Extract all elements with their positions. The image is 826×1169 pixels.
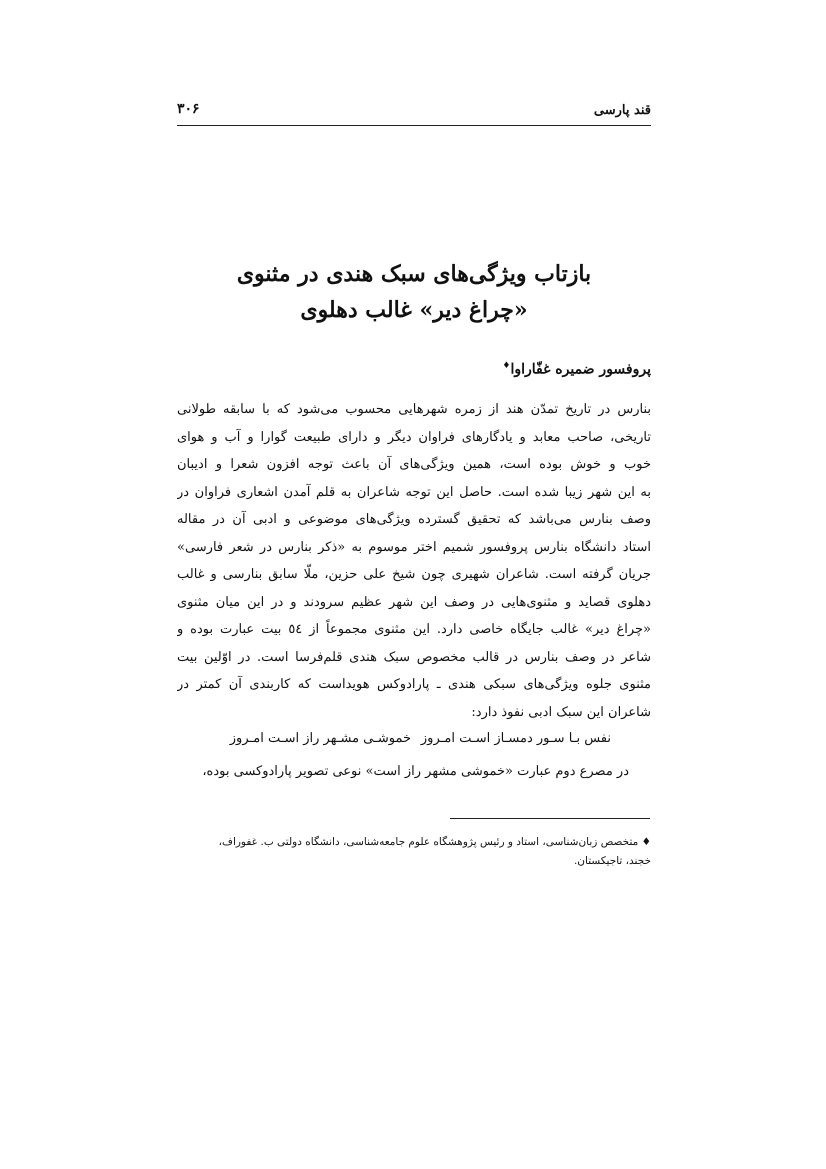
body-line: استاد دانشگاه بنارس پروفسور شمیم اختر موسوم به «ذکر بنارس در شعر فارسی» bbox=[177, 539, 651, 555]
body-line: وصف بنارس می‌باشد که تحقیق گسترده ویژگی‌های موضوعی و ادبی آن در مقاله bbox=[177, 512, 651, 527]
body-line: شاعر در وصف بنارس در قالب مخصوص سبک هندی قلم‌فرسا است. در اوّلین بیت bbox=[177, 649, 651, 665]
body-line: به این شهر زیبا شده است. حاصل این توجه شاعران به قلم آمدن اشعاری فراوان در bbox=[177, 484, 651, 500]
verse-hemistich-2: خموشـی مشـهر راز اسـت امـروز bbox=[229, 731, 411, 746]
running-header bbox=[177, 101, 651, 126]
title-line-2: «چراغ دیر» غالب دهلوی bbox=[300, 297, 528, 323]
footnote-divider bbox=[450, 818, 650, 819]
body-paragraph bbox=[177, 396, 651, 726]
footnote-line-2: خجند، تاجیکستان. bbox=[573, 855, 651, 867]
page-number: ۳۰۶ bbox=[177, 101, 200, 117]
body-line: مثنوی جلوه ویژگی‌های سبکی هندی ـ پارادوکس هویداست که کاربندی آن کمتر در bbox=[177, 677, 651, 692]
body-line: تاریخی، صاحب معابد و یادگارهای فراوان دیگر و دارای طبیعت گوارا و آب و هوای bbox=[177, 429, 651, 445]
author-text: پروفسور ضمیره غفّاراوا bbox=[510, 361, 651, 378]
body-line: جریان گرفته است. شاعران شهیری چون شیخ علی حزین، ملّا سابق بنارسی و غالب bbox=[177, 567, 651, 582]
verse-hemistich-1: نفس بـا سـور دمسـاز اسـت امـروز bbox=[420, 731, 611, 746]
author-footnote-mark: ♦ bbox=[502, 361, 511, 371]
author-name bbox=[502, 361, 651, 378]
poem-verse bbox=[177, 728, 651, 756]
article-title bbox=[177, 256, 651, 328]
journal-name: قند پارسی bbox=[593, 103, 651, 118]
body-line: بنارس در تاریخ تمدّن هند از زمره شهرهایی محسوب می‌شود که با سابقه طولانی bbox=[177, 402, 651, 417]
title-line-1: بازتاب ویژگی‌های سبک هندی در مثنوی bbox=[236, 261, 592, 287]
body-line: دهلوی قصاید و مثنوی‌هایی در وصف این شهر عظیم سرودند و در این میان مثنوی bbox=[177, 594, 651, 610]
continuation-line: در مصرع دوم عبارت «خموشی مشهر راز است» نوعی تصویر پارادوکسی بوده، bbox=[202, 764, 629, 779]
continuation-paragraph bbox=[177, 758, 651, 785]
body-line: خوب و خوش بوده است، همین ویژگی‌های آن باعث توجه افزون شعرا و ادیبان bbox=[177, 457, 651, 472]
footnote bbox=[177, 833, 651, 871]
body-line: «چراغ دیر» غالب جایگاه خاصی دارد. این مثنوی مجموعاً از ٥٤ بیت عبارت بوده و bbox=[177, 622, 651, 637]
body-line: شاعران این سبک ادبی نفوذ دارد: bbox=[471, 704, 651, 720]
footnote-line-1: ♦ متخصص زبان‌شناسی، استاد و رئیس پژوهشگاه علوم جامعه‌شناسی، دانشگاه دولتی ب. غفوراف، bbox=[218, 836, 651, 848]
